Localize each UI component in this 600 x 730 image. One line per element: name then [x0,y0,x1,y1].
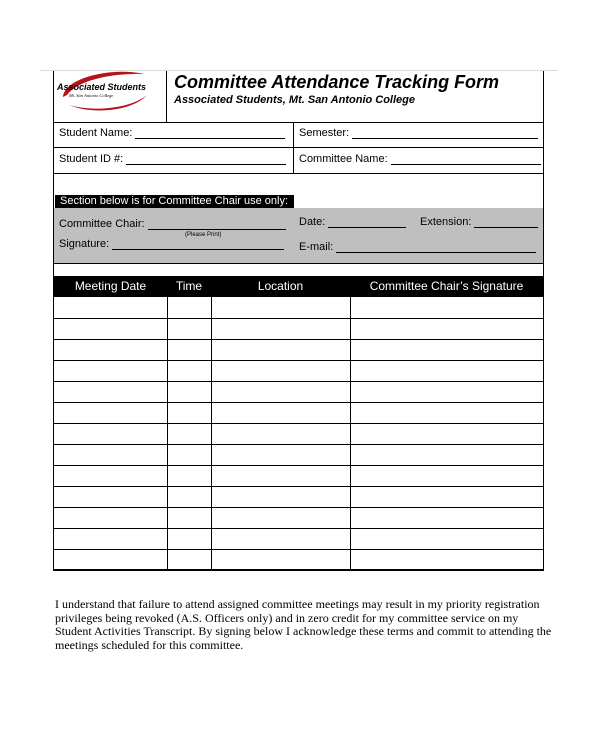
table-row[interactable] [53,360,544,361]
divider [53,122,544,123]
divider [53,173,544,174]
table-row[interactable] [53,570,544,571]
table-row[interactable] [53,381,544,382]
form-title: Committee Attendance Tracking Form [174,72,500,92]
table-row[interactable] [53,444,544,445]
column-divider [167,297,168,570]
logo [53,71,167,122]
table-row[interactable] [53,423,544,424]
semester-input[interactable] [352,128,538,139]
committee-chair-label: Committee Chair: [59,218,145,230]
student-name-field[interactable] [59,127,285,139]
email-input[interactable] [336,242,536,253]
table-row[interactable] [53,318,544,319]
student-id-label: Student ID #: [59,153,124,165]
student-name-label: Student Name: [59,127,133,139]
column-location: Location [257,279,304,293]
semester-label: Semester: [299,127,350,139]
divider [53,147,544,148]
logo-name: Associated Students [57,82,147,92]
extension-input[interactable] [474,217,538,228]
form-subtitle: Associated Students, Mt. San Antonio College [174,94,416,106]
logo-subtitle: Mt. San Antonio College [69,93,114,98]
student-id-input[interactable] [126,154,286,165]
signature-label: Signature: [59,238,110,250]
please-print-note: (Please Print) [185,232,222,238]
column-divider [350,297,351,570]
date-input[interactable] [328,217,406,228]
column-chair-signature: Committee Chair’s Signature [369,279,524,293]
committee-name-label: Committee Name: [299,153,388,165]
table-row[interactable] [53,549,544,550]
email-field[interactable] [299,241,536,253]
committee-name-input[interactable] [391,154,541,165]
semester-field[interactable] [299,127,538,139]
signature-field[interactable] [59,238,284,250]
table-row[interactable] [53,339,544,340]
table-row[interactable] [53,465,544,466]
acknowledgement-statement: I understand that failure to attend assigned committee meetings may result in my priority registration privileges being revoked (A.S. Officers only) and in zero credit for my committee service on my Student Activities Transcript. By signing below I acknowledge these terms and commit to attending the meetings scheduled for this committee. [55,597,552,652]
student-name-input[interactable] [135,128,285,139]
divider [293,122,294,173]
date-field[interactable] [299,216,406,228]
signature-input[interactable] [112,239,284,250]
date-label: Date: [299,216,326,228]
table-row[interactable] [53,486,544,487]
chair-section-header: Section below is for Committee Chair use only: [55,195,294,208]
extension-field[interactable] [420,216,538,228]
form-frame [53,71,544,570]
email-label: E-mail: [299,241,334,253]
table-row[interactable] [53,507,544,508]
student-id-field[interactable] [59,153,286,165]
column-time: Time [175,279,203,293]
table-row[interactable] [53,402,544,403]
committee-chair-field[interactable] [59,218,286,230]
extension-label: Extension: [420,216,472,228]
column-meeting-date: Meeting Date [74,279,147,293]
committee-name-field[interactable] [299,153,541,165]
divider [53,263,544,264]
column-divider [211,297,212,570]
table-row[interactable] [53,528,544,529]
committee-chair-input[interactable] [148,219,286,230]
